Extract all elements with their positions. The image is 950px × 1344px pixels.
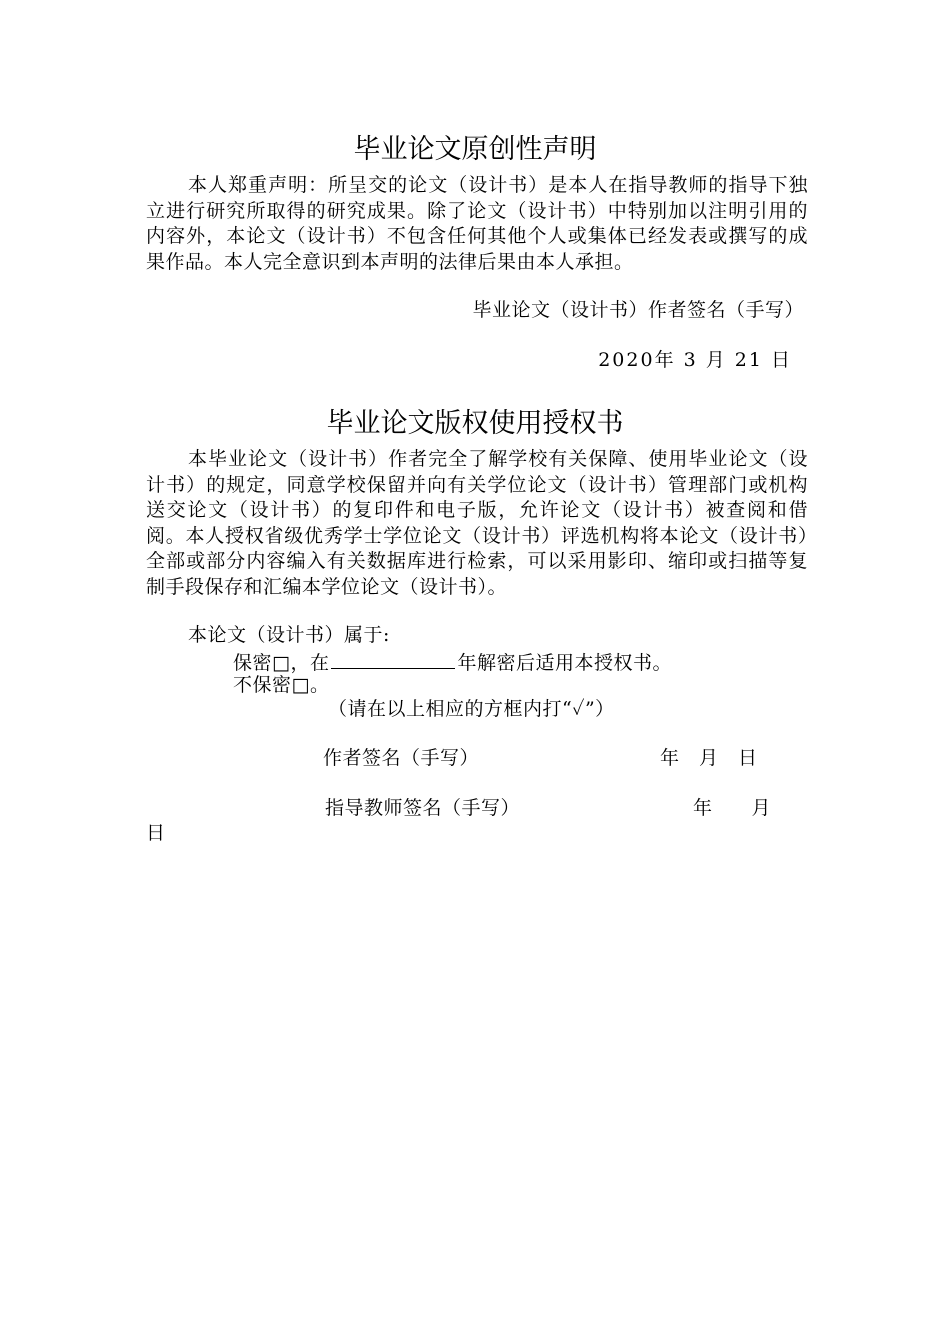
- not-secret-option: 不保密□。: [233, 674, 330, 696]
- originality-date: 2020年 3 月 21 日: [598, 349, 792, 371]
- copyright-body: 本毕业论文（设计书）作者完全了解学校有关保障、使用毕业论文（设计书）的规定，同意学校保留并向有关学位论文（设计书）管理部门或机构送交论文（设计书）的复印件和电子版，允许论文（设计书）被查阅和借阅。本人授权省级优秀学士学位论文（设计书）评选机构将本论文（设计书）全部或部分内容编入有关数据库进行检索，可以采用影印、缩印或扫描等复制手段保存和汇编本学位论文（设计书）。: [146, 448, 808, 598]
- originality-title: 毕业论文原创性声明: [353, 134, 597, 165]
- checkbox-instruction: （请在以上相应的方框内打“✓”）: [328, 698, 615, 720]
- author-signature-label: 作者签名（手写）: [323, 747, 480, 769]
- advisor-signature-date: 年 月: [693, 797, 772, 819]
- secret-option: [233, 648, 672, 675]
- decrypt-year-blank[interactable]: [331, 648, 455, 669]
- copyright-title: 毕业论文版权使用授权书: [326, 408, 624, 439]
- originality-signature-label: 毕业论文（设计书）作者签名（手写）: [472, 299, 804, 321]
- belongs-label: 本论文（设计书）属于:: [188, 624, 390, 646]
- author-signature-date: 年 月 日: [660, 747, 758, 769]
- advisor-signature-day: 日: [146, 822, 166, 844]
- secret-prefix: 保密□，在: [233, 652, 330, 674]
- originality-body: 本人郑重声明：所呈交的论文（设计书）是本人在指导教师的指导下独立进行研究所取得的研究成果。除了论文（设计书）中特别加以注明引用的内容外，本论文（设计书）不包含任何其他个人或集体已经发表或撰写的成果作品。本人完全意识到本声明的法律后果由本人承担。: [146, 174, 808, 273]
- advisor-signature-label: 指导教师签名（手写）: [325, 797, 521, 819]
- secret-suffix: 年解密后适用本授权书。: [457, 652, 672, 674]
